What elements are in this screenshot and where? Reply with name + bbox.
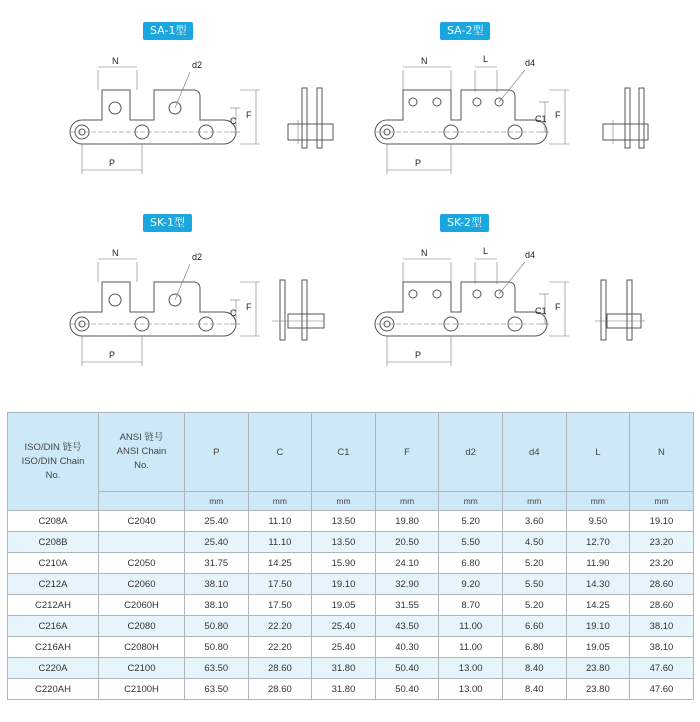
label-n: N: [421, 248, 428, 258]
header-col: C1: [312, 413, 376, 492]
header-unit: mm: [502, 492, 566, 511]
diagram-badge: SK-2型: [440, 214, 489, 232]
label-l: L: [483, 54, 489, 64]
cell-value: 32.90: [375, 574, 439, 595]
label-d: d4: [525, 58, 536, 68]
header-col: N: [630, 413, 694, 492]
cell-value: 38.10: [185, 574, 249, 595]
cell-value: 3.60: [502, 511, 566, 532]
cell-value: 22.20: [248, 616, 312, 637]
cell-value: 50.40: [375, 679, 439, 700]
cell-ansi: C2060: [99, 574, 185, 595]
diagram-badge: SA-1型: [143, 22, 193, 40]
table-row: [8, 574, 694, 595]
cell-value: 4.50: [502, 532, 566, 553]
cell-ansi: C2100H: [99, 679, 185, 700]
label-p: P: [415, 350, 422, 360]
chain-drawing: [40, 22, 380, 197]
label-c: C: [230, 116, 237, 126]
cell-value: 11.10: [248, 532, 312, 553]
cell-value: 6.80: [502, 637, 566, 658]
cell-value: 14.30: [566, 574, 630, 595]
cell-ansi: C2080: [99, 616, 185, 637]
header-ansi-line: ANSI Chain: [116, 446, 167, 457]
cell-value: 31.55: [375, 595, 439, 616]
header-ansi: [99, 413, 185, 492]
spec-table: [7, 412, 694, 700]
header-unit: mm: [185, 492, 249, 511]
header-unit: mm: [439, 492, 503, 511]
table-row: [8, 511, 694, 532]
cell-iso: C220AH: [8, 679, 99, 700]
cell-ansi: C2050: [99, 553, 185, 574]
chain-drawing: [355, 22, 695, 197]
cell-value: 23.80: [566, 658, 630, 679]
cell-value: 19.10: [566, 616, 630, 637]
header-unit: mm: [312, 492, 376, 511]
chain-drawing: [355, 214, 695, 389]
diagram-sk2: [355, 214, 695, 389]
cell-ansi: C2040: [99, 511, 185, 532]
cell-value: 17.50: [248, 595, 312, 616]
cell-value: 5.50: [502, 574, 566, 595]
cell-value: 11.00: [439, 616, 503, 637]
label-f: F: [246, 302, 252, 312]
diagram-sa2: [355, 22, 695, 197]
cell-value: 31.75: [185, 553, 249, 574]
header-unit: mm: [375, 492, 439, 511]
cell-value: 24.10: [375, 553, 439, 574]
cell-value: 5.20: [439, 511, 503, 532]
table-row: [8, 595, 694, 616]
header-ansi-line: ANSI 链号: [119, 432, 164, 443]
cell-value: 28.60: [248, 658, 312, 679]
cell-value: 6.60: [502, 616, 566, 637]
label-n: N: [112, 56, 119, 66]
cell-value: 14.25: [566, 595, 630, 616]
cell-value: 25.40: [312, 637, 376, 658]
cell-iso: C210A: [8, 553, 99, 574]
header-unit: mm: [566, 492, 630, 511]
cell-value: 28.60: [630, 574, 694, 595]
label-c: C1: [535, 114, 547, 124]
table-row: [8, 553, 694, 574]
cell-value: 9.20: [439, 574, 503, 595]
cell-value: 8.40: [502, 658, 566, 679]
diagram-sa1: [40, 22, 380, 197]
diagram-sk1: [40, 214, 380, 389]
label-f: F: [555, 302, 561, 312]
cell-value: 8.70: [439, 595, 503, 616]
table-row: [8, 658, 694, 679]
cell-value: 38.10: [630, 637, 694, 658]
cell-value: 19.10: [312, 574, 376, 595]
chain-drawing: [40, 214, 380, 389]
cell-value: 23.80: [566, 679, 630, 700]
table-row: [8, 532, 694, 553]
label-l: L: [483, 246, 489, 256]
cell-value: 11.90: [566, 553, 630, 574]
label-c: C: [230, 308, 237, 318]
label-c: C1: [535, 306, 547, 316]
spec-table-wrapper: [7, 412, 693, 706]
label-d: d2: [192, 60, 203, 70]
label-p: P: [415, 158, 422, 168]
header-ansi-line: No.: [134, 460, 149, 471]
cell-iso: C216AH: [8, 637, 99, 658]
cell-value: 19.80: [375, 511, 439, 532]
label-n: N: [112, 248, 119, 258]
cell-value: 19.10: [630, 511, 694, 532]
label-f: F: [246, 110, 252, 120]
table-row: [8, 637, 694, 658]
cell-value: 19.05: [312, 595, 376, 616]
cell-value: 25.40: [185, 511, 249, 532]
cell-value: 13.50: [312, 532, 376, 553]
cell-value: 50.40: [375, 658, 439, 679]
cell-value: 31.80: [312, 658, 376, 679]
cell-iso: C208A: [8, 511, 99, 532]
cell-value: 40.30: [375, 637, 439, 658]
cell-ansi: C2080H: [99, 637, 185, 658]
table-row: [8, 616, 694, 637]
cell-value: 20.50: [375, 532, 439, 553]
label-n: N: [421, 56, 428, 66]
diagram-badge: SA-2型: [440, 22, 490, 40]
cell-value: 38.10: [185, 595, 249, 616]
cell-value: 28.60: [630, 595, 694, 616]
label-p: P: [109, 158, 116, 168]
header-iso: [8, 413, 99, 511]
cell-value: 11.10: [248, 511, 312, 532]
header-unit: mm: [248, 492, 312, 511]
cell-value: 13.00: [439, 658, 503, 679]
cell-value: 47.60: [630, 658, 694, 679]
diagram-badge: SK-1型: [143, 214, 192, 232]
cell-value: 23.20: [630, 532, 694, 553]
cell-value: 25.40: [185, 532, 249, 553]
cell-value: 50.80: [185, 616, 249, 637]
header-col: L: [566, 413, 630, 492]
header-unit-blank: [99, 492, 185, 511]
label-f: F: [555, 110, 561, 120]
header-col: d2: [439, 413, 503, 492]
cell-value: 5.20: [502, 595, 566, 616]
cell-value: 50.80: [185, 637, 249, 658]
header-col: d4: [502, 413, 566, 492]
label-d: d4: [525, 250, 536, 260]
cell-value: 11.00: [439, 637, 503, 658]
cell-value: 6.80: [439, 553, 503, 574]
cell-value: 22.20: [248, 637, 312, 658]
table-row: [8, 679, 694, 700]
cell-value: 13.00: [439, 679, 503, 700]
header-iso-line: No.: [45, 469, 61, 481]
cell-iso: C216A: [8, 616, 99, 637]
label-d: d2: [192, 252, 203, 262]
cell-value: 63.50: [185, 658, 249, 679]
cell-iso: C212A: [8, 574, 99, 595]
cell-ansi: C2060H: [99, 595, 185, 616]
cell-ansi: C2100: [99, 658, 185, 679]
spec-table-body: [8, 511, 694, 700]
header-iso-line: ISO/DIN Chain: [21, 455, 85, 467]
cell-value: 15.90: [312, 553, 376, 574]
cell-iso: C220A: [8, 658, 99, 679]
label-p: P: [109, 350, 116, 360]
cell-value: 63.50: [185, 679, 249, 700]
cell-value: 13.50: [312, 511, 376, 532]
header-col: F: [375, 413, 439, 492]
cell-value: 23.20: [630, 553, 694, 574]
cell-value: 12.70: [566, 532, 630, 553]
cell-value: 47.60: [630, 679, 694, 700]
cell-ansi: [99, 532, 185, 553]
cell-value: 43.50: [375, 616, 439, 637]
cell-iso: C208B: [8, 532, 99, 553]
cell-value: 9.50: [566, 511, 630, 532]
cell-value: 5.50: [439, 532, 503, 553]
header-unit: mm: [630, 492, 694, 511]
cell-iso: C212AH: [8, 595, 99, 616]
cell-value: 19.05: [566, 637, 630, 658]
cell-value: 5.20: [502, 553, 566, 574]
cell-value: 14.25: [248, 553, 312, 574]
cell-value: 17.50: [248, 574, 312, 595]
cell-value: 31.80: [312, 679, 376, 700]
cell-value: 25.40: [312, 616, 376, 637]
header-iso-line: ISO/DIN 链号: [24, 441, 82, 453]
cell-value: 38.10: [630, 616, 694, 637]
cell-value: 28.60: [248, 679, 312, 700]
header-col: C: [248, 413, 312, 492]
header-col: P: [185, 413, 249, 492]
cell-value: 8.40: [502, 679, 566, 700]
